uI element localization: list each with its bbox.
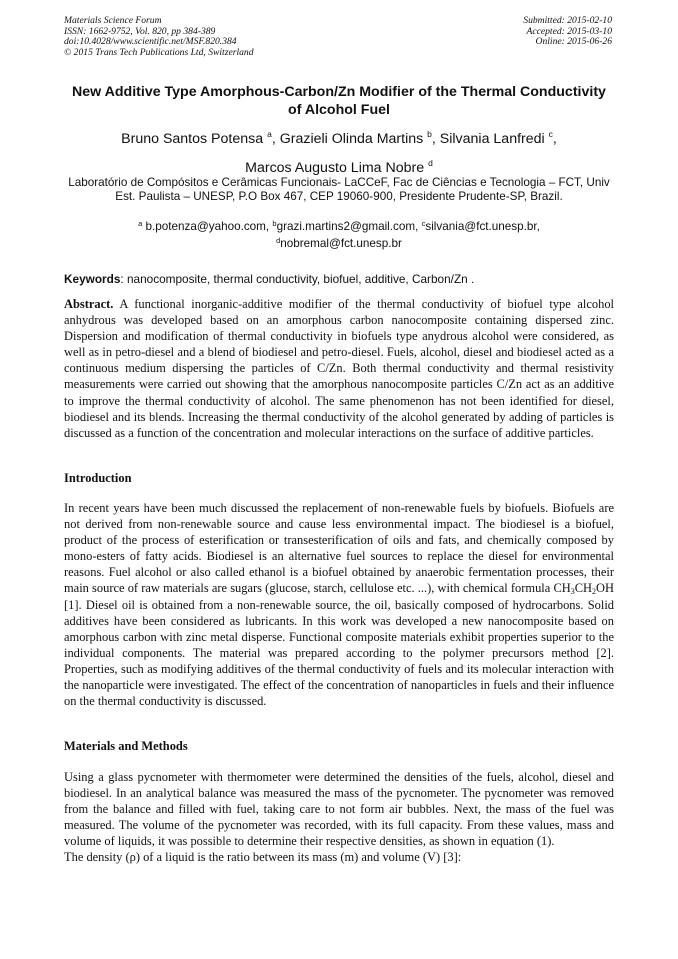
methods-density-line: The density (ρ) of a liquid is the ratio between its mass (m) and volume (V) [3]:	[64, 850, 462, 865]
email-separator: ,	[265, 220, 273, 233]
author-superscript: b	[427, 129, 432, 139]
keywords-text: : nanocomposite, thermal conductivity, biofuel, additive, Carbon/Zn .	[120, 272, 475, 286]
author-separator: ,	[431, 131, 440, 147]
email-superscript: d	[276, 236, 281, 246]
submission-dates	[523, 16, 612, 48]
intro-text-part2: OH [1]. Diesel oil is obtained from a non-renewable source, the oil, basically composed of hydrocarbons. Solid additives have been considered as lubricants. In this work was developed a new nanocomposite based on amorphous carbon with zinc metal disperse. Functional composite materials exhibit properties superior to the individual components. The material was prepared according to the polymer precursors method [2]. Properties, such as modifying additives of the thermal conductivity of fuels and its molecular interaction with the nanoparticle were investigated. The effect of the concentration of nanoparticles in fuels and their influence on the thermal conductivity is discussed.	[64, 581, 614, 709]
journal-name: Materials Science Forum	[64, 15, 162, 26]
online-date: Online: 2015-06-26	[535, 36, 612, 48]
methods-section	[64, 769, 614, 866]
author-name: Bruno Santos Potensa	[121, 131, 264, 147]
abstract-label: Abstract.	[64, 297, 114, 311]
author-email[interactable]: nobremal@fct.unesp.br	[280, 237, 402, 251]
author-superscript: d	[428, 158, 433, 168]
author-name: Silvania Lanfredi	[439, 131, 545, 147]
email-superscript: c	[421, 219, 426, 228]
methods-heading: Materials and Methods	[64, 739, 188, 753]
email-list	[64, 217, 614, 251]
author-superscript: a	[267, 129, 272, 139]
abstract-text: A functional inorganic-additive modifier of the thermal conductivity of biofuel type alcohol anhydrous was developed based on an amorphous carbon nanocomposite containing dispersed zinc. Dispersion and modification of thermal conductivity in biofuels type anydrous alcohol were considered, as well as in petro-diesel and a blend of biodiesel and petro-diesel. Fuels, alcohol, diesel and biodiesel acted as a continuous medium dispersing the particles of C/Zn. Both thermal conductivity and thermal resistivity measurements were carried out showing that the amorphous nanocomposite particles C/Zn act as an additive to improve the thermal conductivity of alcohol. The same phenomenon has not been identified for diesel, biodiesel and its blends. Increasing the thermal conductivity of the alcohol generated by adding of particles is discussed as a function of the concentration and molecular interactions on the surface of additive particles.	[64, 297, 614, 440]
author-email[interactable]: b.potenza@yahoo.com	[145, 220, 266, 233]
issn-line: ISSN: 1662-9752, Vol. 820, pp 384-389	[64, 25, 216, 37]
email-separator: ,	[415, 220, 422, 233]
submitted-date: Submitted: 2015-02-10	[523, 15, 612, 26]
author-name: Marcos Augusto Lima Nobre	[245, 160, 425, 176]
author-separator: ,	[552, 131, 557, 147]
keywords	[64, 272, 614, 286]
formula-subscript: 3	[570, 587, 575, 597]
introduction-heading: Introduction	[64, 471, 132, 485]
accepted-date: Accepted: 2015-03-10	[526, 25, 612, 37]
copyright-line: © 2015 Trans Tech Publications Ltd, Switzerland	[64, 46, 254, 58]
methods-paragraph: Using a glass pycnometer with thermometer were determined the densities of the fuels, alcohol, diesel and biodiesel. In an analytical balance was measured the mass of the pycnometer. The pycnometer was removed from the balance and filled with fuel, taking care to not form air bubbles. Next, the mass of the fuel was measured. The volume of the pycnometer was recorded, with its full capacity. From these values, mass and volume of liquids, it was possible to determine their respective densities, as shown in equation (1).	[64, 770, 614, 849]
affiliation: Laboratório de Compósitos e Cerâmicas Funcionais- LaCCeF, Fac de Ciências e Tecnologia – FCT, Univ Est. Paulista – UNESP, P.O Box 467, CEP 19060-900, Presidente Prudente-SP, Brazil.	[68, 176, 610, 204]
journal-info	[64, 16, 254, 58]
paper-title: New Additive Type Amorphous-Carbon/Zn Modifier of the Thermal Conductivity of Alcohol Fuel	[72, 84, 606, 118]
formula-subscript: 2	[592, 587, 597, 597]
author-name: Grazieli Olinda Martins	[279, 131, 424, 147]
email-separator: ,	[536, 220, 540, 233]
author-email[interactable]: grazi.martins2@gmail.com	[276, 220, 416, 233]
intro-text-part1: In recent years have been much discussed the replacement of non-renewable fuels by biofuels. Biofuels are not derived from non-renewable source and cause less environmental impact. The biodiesel is a biofuel, product of the process of esterification or transesterification of oils and fats, and chemically composed by mono-esters of fatty acids. Biodiesel is an alternative fuel sources to replace the diesel for environmental reasons. Fuel alcohol or also called ethanol is a biofuel obtained by anaerobic fermentation processes, their main source of raw materials are sugars (glucose, starch, cellulose etc. ...), with chemical formula CH	[64, 501, 614, 596]
author-email[interactable]: silvania@fct.unesp.br	[425, 220, 537, 233]
introduction-paragraph	[64, 500, 614, 709]
formula-part: CH	[574, 581, 593, 596]
keywords-label: Keywords	[64, 272, 121, 286]
author-superscript: c	[548, 129, 553, 139]
email-superscript: a	[138, 219, 143, 228]
author-separator: ,	[271, 131, 280, 147]
author-list	[64, 122, 614, 180]
abstract	[64, 296, 614, 441]
doi-line: doi:10.4028/www.scientific.net/MSF.820.384	[64, 36, 237, 48]
email-superscript: b	[272, 219, 277, 228]
